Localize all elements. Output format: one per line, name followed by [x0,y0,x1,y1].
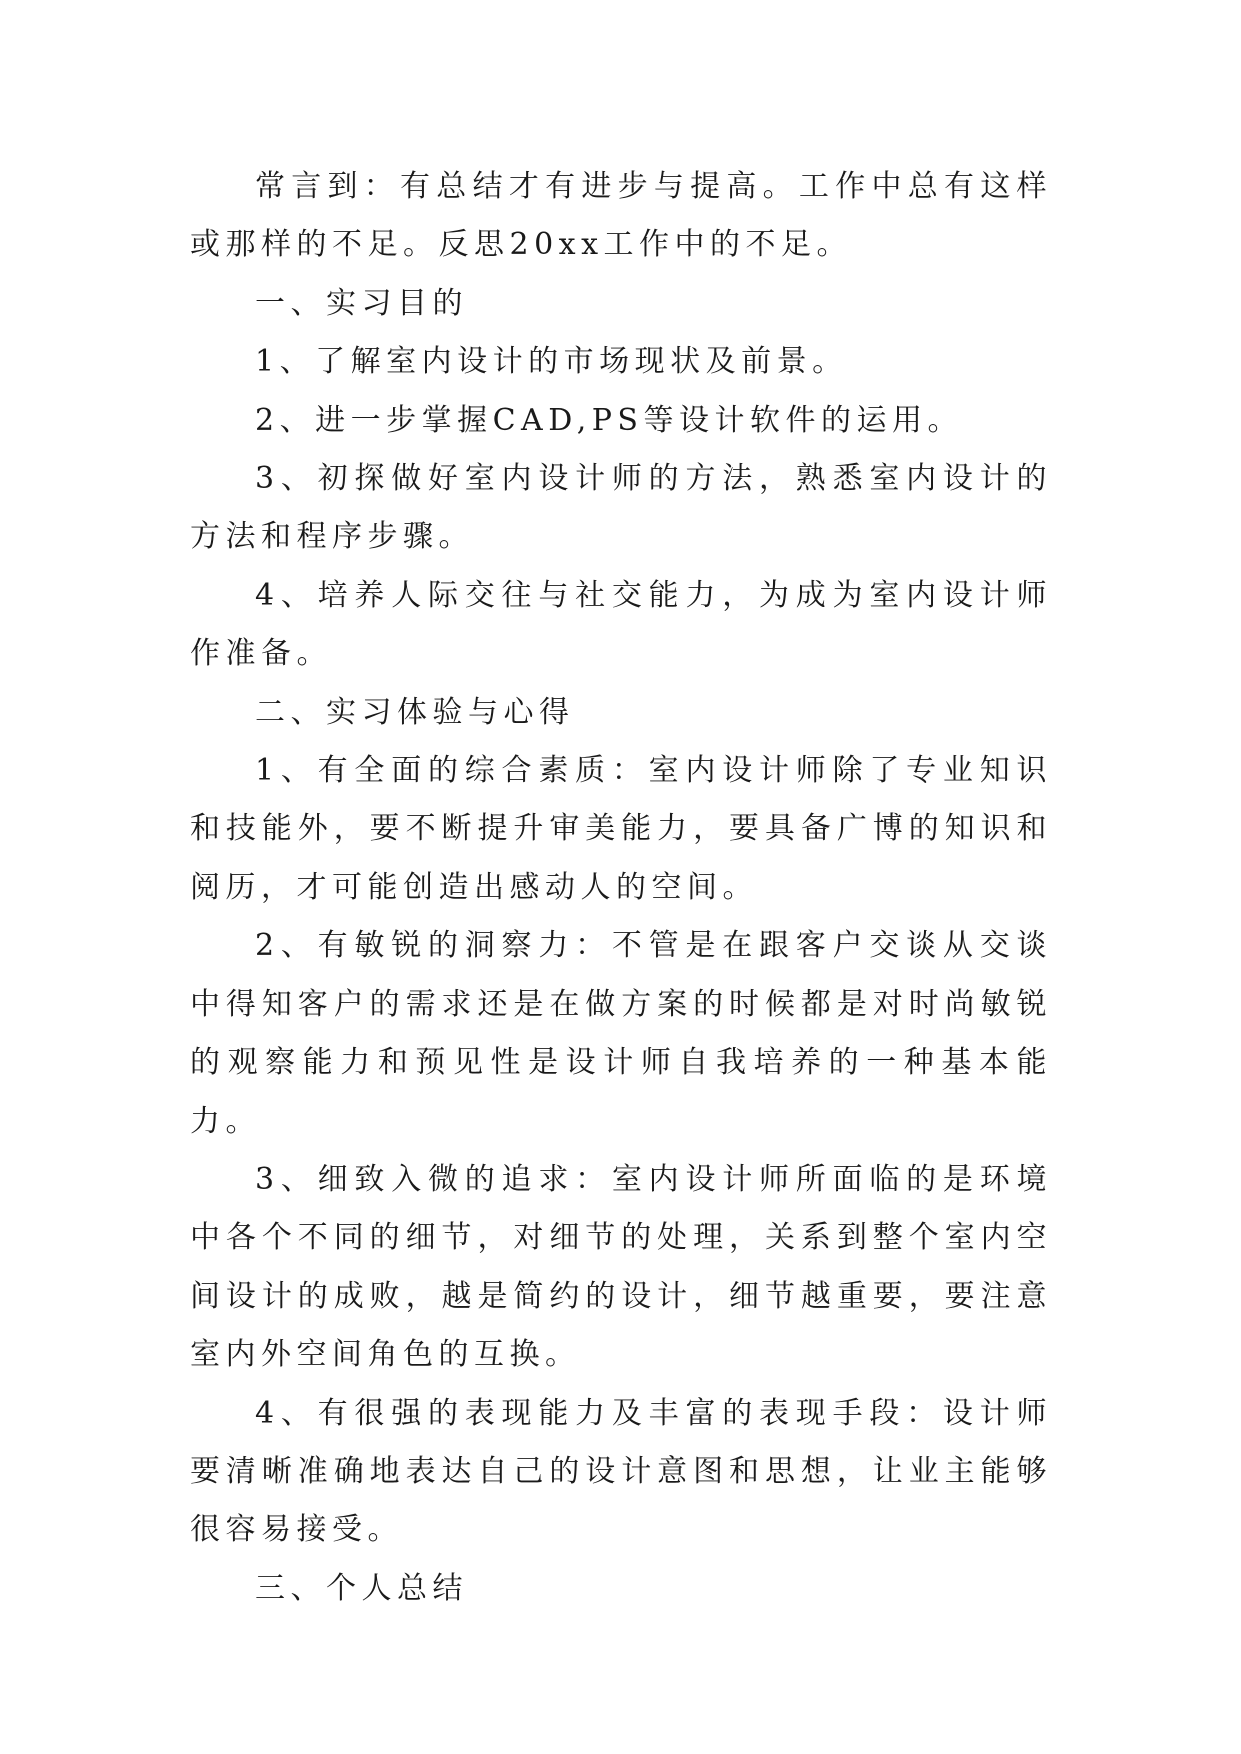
list-item-1-1: 1、了解室内设计的市场现状及前景。 [255,344,848,380]
list-item-2-1: 1、有全面的综合素质：室内设计师除了专业知识和技能外，要不断提升审美能力，要具备广博的知识和阅历，才可能创造出感动人的空间。 [190,753,1052,905]
document-body [190,158,1052,1618]
list-item-1-2: 2、进一步掌握CAD,PS等设计软件的运用。 [255,402,963,438]
list-item-2-2: 2、有敏锐的洞察力：不管是在跟客户交谈从交谈中得知客户的需求还是在做方案的时候都是对时尚敏锐的观察能力和预见性是设计师自我培养的一种基本能力。 [190,928,1052,1139]
section-heading-3: 三、个人总结 [255,1570,468,1606]
list-item-2-4: 4、有很强的表现能力及丰富的表现手段：设计师要清晰准确地表达自己的设计意图和思想，让业主能够很容易接受。 [190,1395,1052,1548]
section-heading-2: 二、实习体验与心得 [255,694,575,730]
paragraph-intro: 常言到：有总结才有进步与提高。工作中总有这样或那样的不足。反思20xx工作中的不足。 [190,169,1052,263]
list-item-2-3: 3、细致入微的追求：室内设计师所面临的是环境中各个不同的细节，对细节的处理，关系到整个室内空间设计的成败，越是简约的设计，细节越重要，要注意室内外空间角色的互换。 [190,1161,1052,1373]
list-item-1-3: 3、初探做好室内设计师的方法，熟悉室内设计的方法和程序步骤。 [190,461,1052,555]
section-heading-1: 一、实习目的 [255,285,468,321]
list-item-1-4: 4、培养人际交往与社交能力，为成为室内设计师作准备。 [190,577,1052,672]
